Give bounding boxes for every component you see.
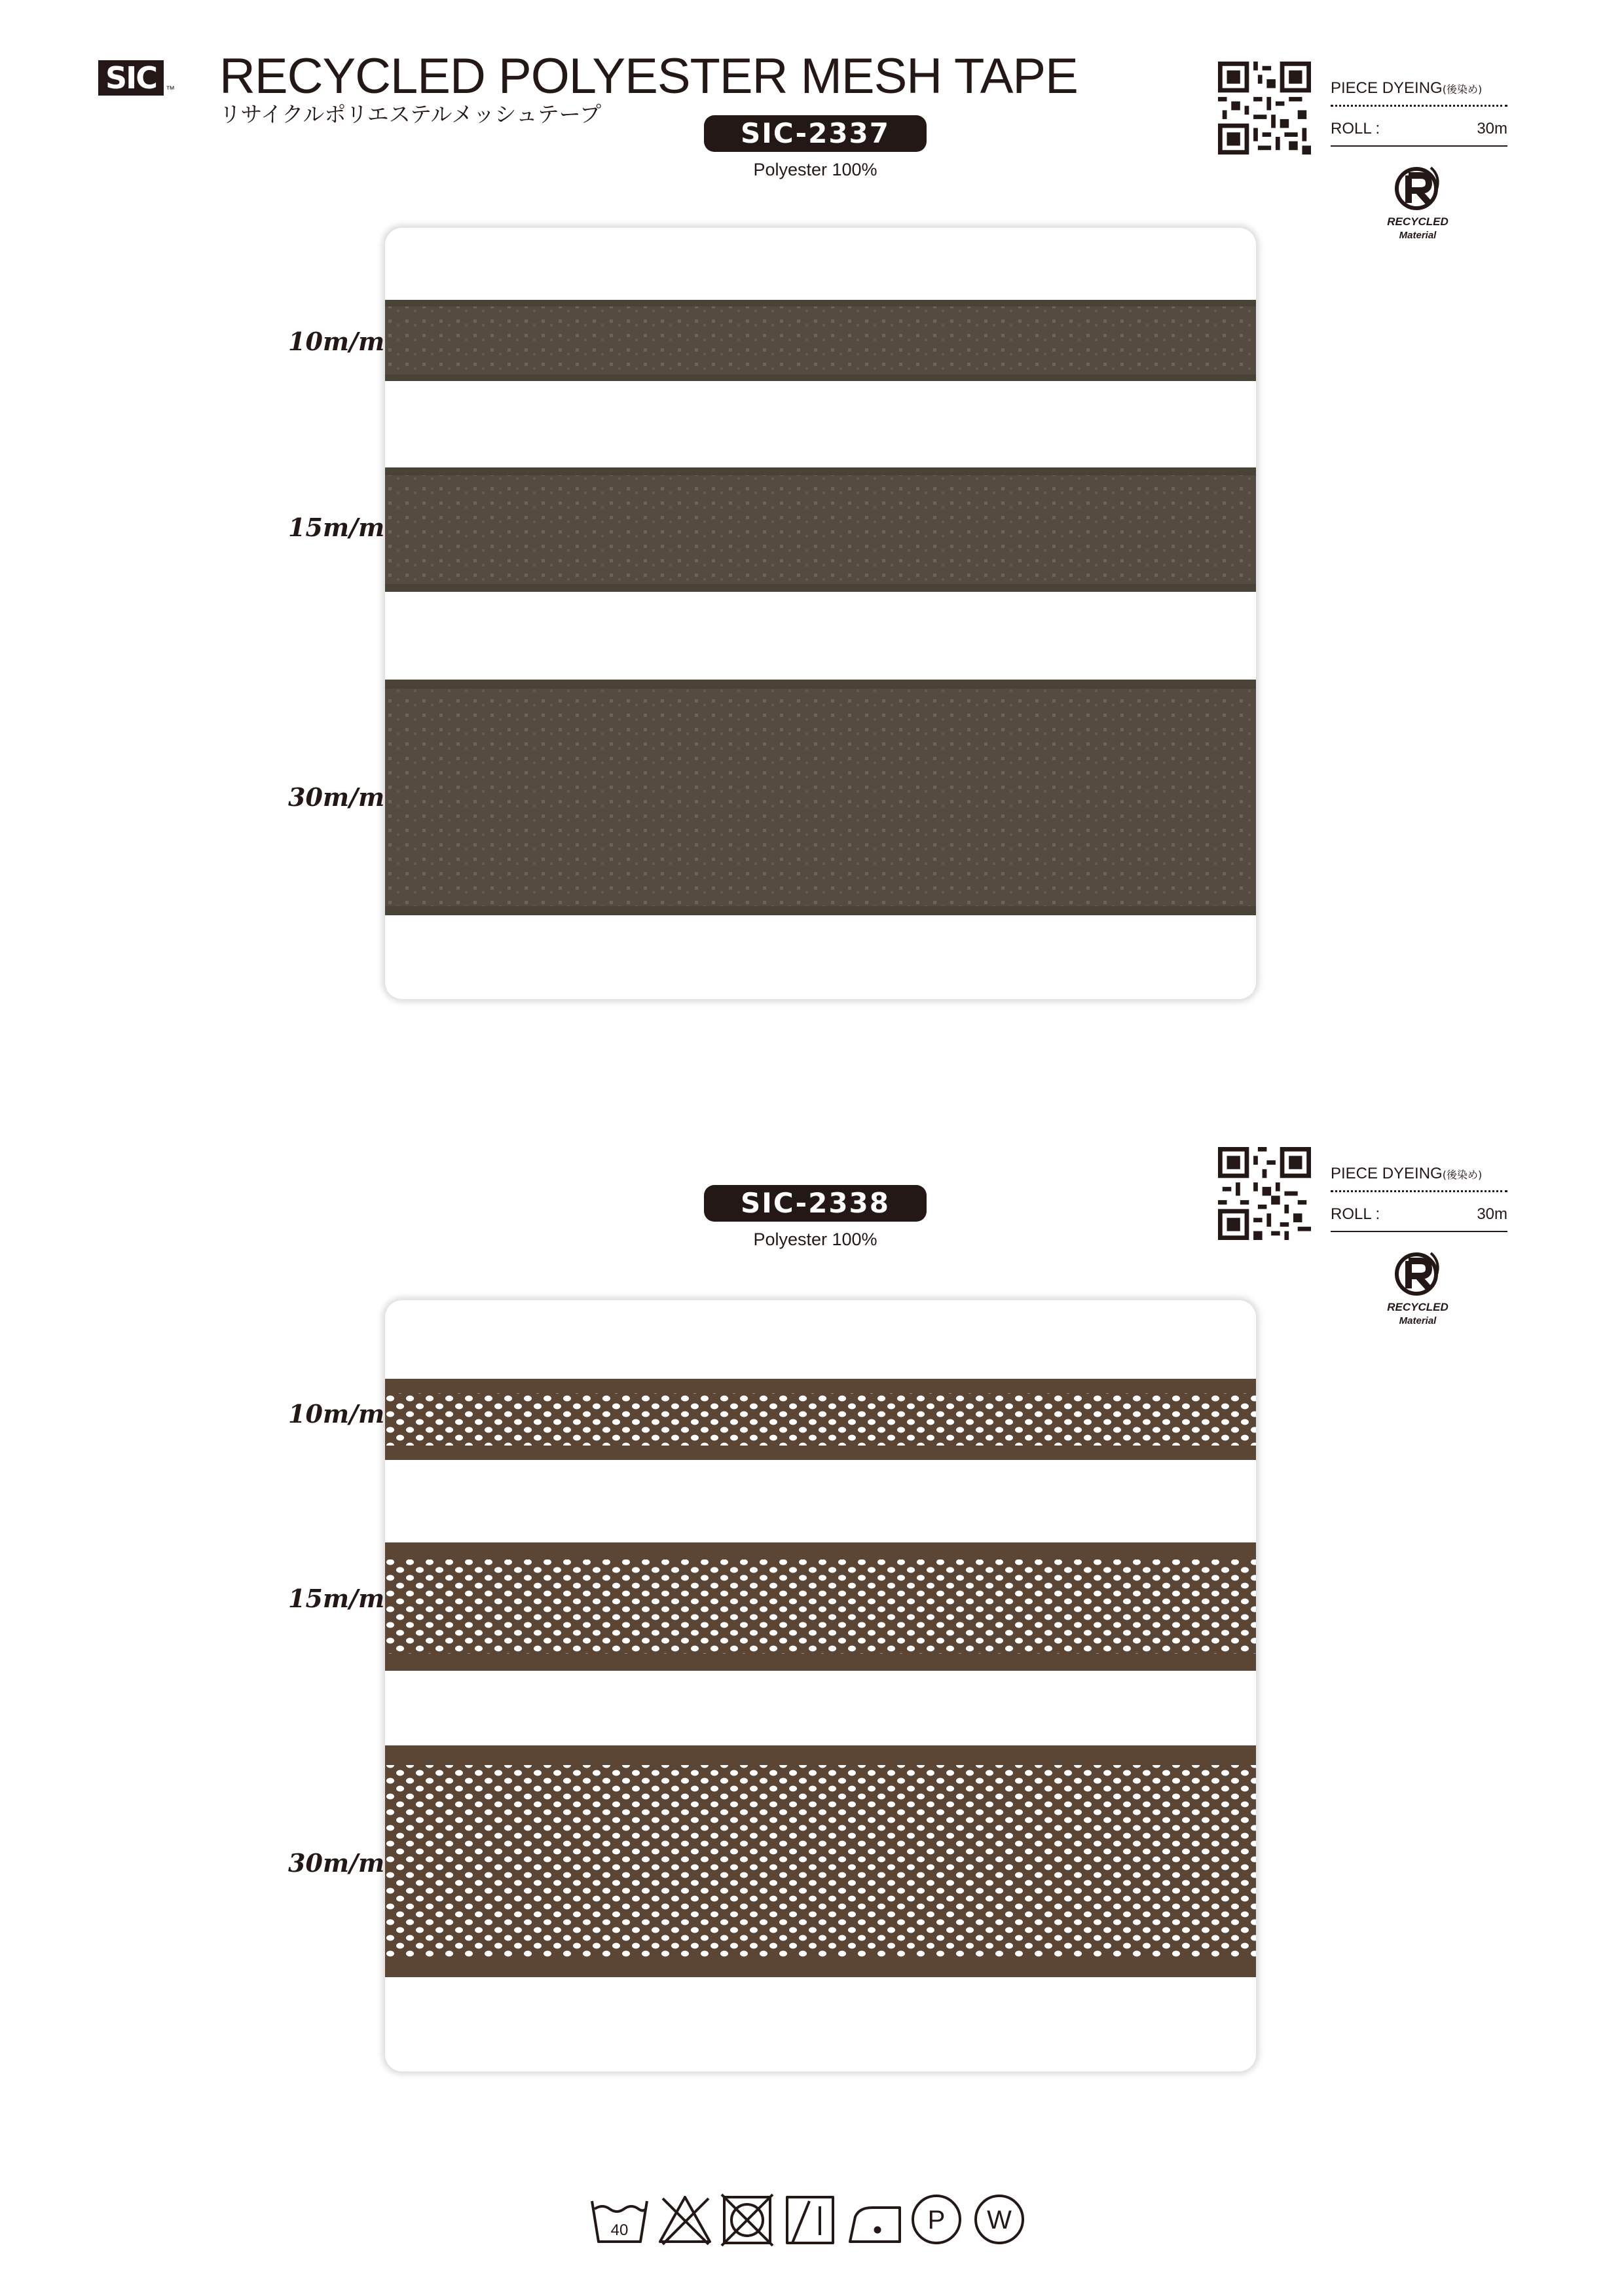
tape-sample-10mm — [385, 1379, 1256, 1460]
page-subtitle: リサイクルポリエステルメッシュテープ — [219, 101, 602, 127]
wash-40-icon — [592, 2201, 647, 2242]
line-dry-icon — [787, 2197, 833, 2243]
roll-length — [1331, 118, 1507, 140]
qr-code-icon — [1218, 62, 1311, 155]
recycled-material-badge — [1365, 157, 1470, 249]
roll-label: ROLL : — [1331, 120, 1380, 137]
page-title: RECYCLED POLYESTER MESH TAPE — [219, 48, 1078, 104]
tape-sample-panel — [385, 228, 1256, 999]
size-label-15mm: 15m/m — [288, 513, 385, 542]
dotted-divider — [1331, 1190, 1507, 1192]
solid-divider — [1331, 1231, 1507, 1232]
roll-label: ROLL : — [1331, 1205, 1380, 1223]
qr-code-icon — [1218, 1147, 1311, 1240]
product-code-badge: SIC-2338 — [704, 1185, 927, 1222]
dyeing-label: PIECE DYEING — [1331, 79, 1443, 97]
solid-divider — [1331, 145, 1507, 147]
dyeing-note: (後染め) — [1442, 83, 1483, 96]
badge-top-text: RECYCLED — [1387, 215, 1449, 228]
wet-clean-w-text: W — [987, 2206, 1012, 2234]
size-label-15mm: 15m/m — [288, 1584, 385, 1613]
size-label-10mm: 10m/m — [288, 1399, 385, 1429]
tape-sample-30mm — [385, 1745, 1256, 1977]
trademark-mark: ™ — [166, 84, 175, 94]
size-label-30mm: 30m/m — [288, 782, 385, 812]
dyeing-label: PIECE DYEING — [1331, 1165, 1443, 1182]
dyeing-note: (後染め) — [1442, 1169, 1483, 1181]
dry-clean-p-icon — [913, 2196, 960, 2243]
tape-sample-10mm — [385, 300, 1256, 381]
product-code-badge: SIC-2337 — [704, 115, 927, 152]
size-label-10mm: 10m/m — [288, 327, 385, 356]
dotted-divider — [1331, 105, 1507, 107]
iron-low-icon — [850, 2208, 900, 2242]
care-symbols — [589, 2187, 1035, 2252]
tape-sample-15mm — [385, 1542, 1256, 1671]
tape-sample-panel — [385, 1300, 1256, 2071]
roll-length — [1331, 1203, 1507, 1226]
wash-temp-text: 40 — [610, 2221, 629, 2239]
badge-bottom-text: Material — [1399, 230, 1437, 241]
product-material: Polyester 100% — [753, 1230, 877, 1249]
tape-sample-30mm — [385, 680, 1256, 915]
roll-value: 30m — [1477, 120, 1507, 137]
sic-logo: SIC — [98, 60, 164, 96]
wet-clean-w-icon — [976, 2196, 1023, 2243]
dyeing-method — [1331, 77, 1507, 101]
size-label-30mm: 30m/m — [288, 1848, 385, 1878]
no-bleach-icon — [660, 2197, 710, 2244]
badge-top-text: RECYCLED — [1387, 1301, 1449, 1313]
tape-sample-15mm — [385, 467, 1256, 592]
dyeing-method — [1331, 1163, 1507, 1186]
recycled-material-badge — [1365, 1243, 1470, 1334]
badge-bottom-text: Material — [1399, 1315, 1437, 1326]
roll-value: 30m — [1477, 1205, 1507, 1223]
product-material: Polyester 100% — [753, 160, 877, 179]
dry-clean-p-text: P — [927, 2206, 946, 2234]
no-tumble-dry-icon — [722, 2195, 773, 2246]
